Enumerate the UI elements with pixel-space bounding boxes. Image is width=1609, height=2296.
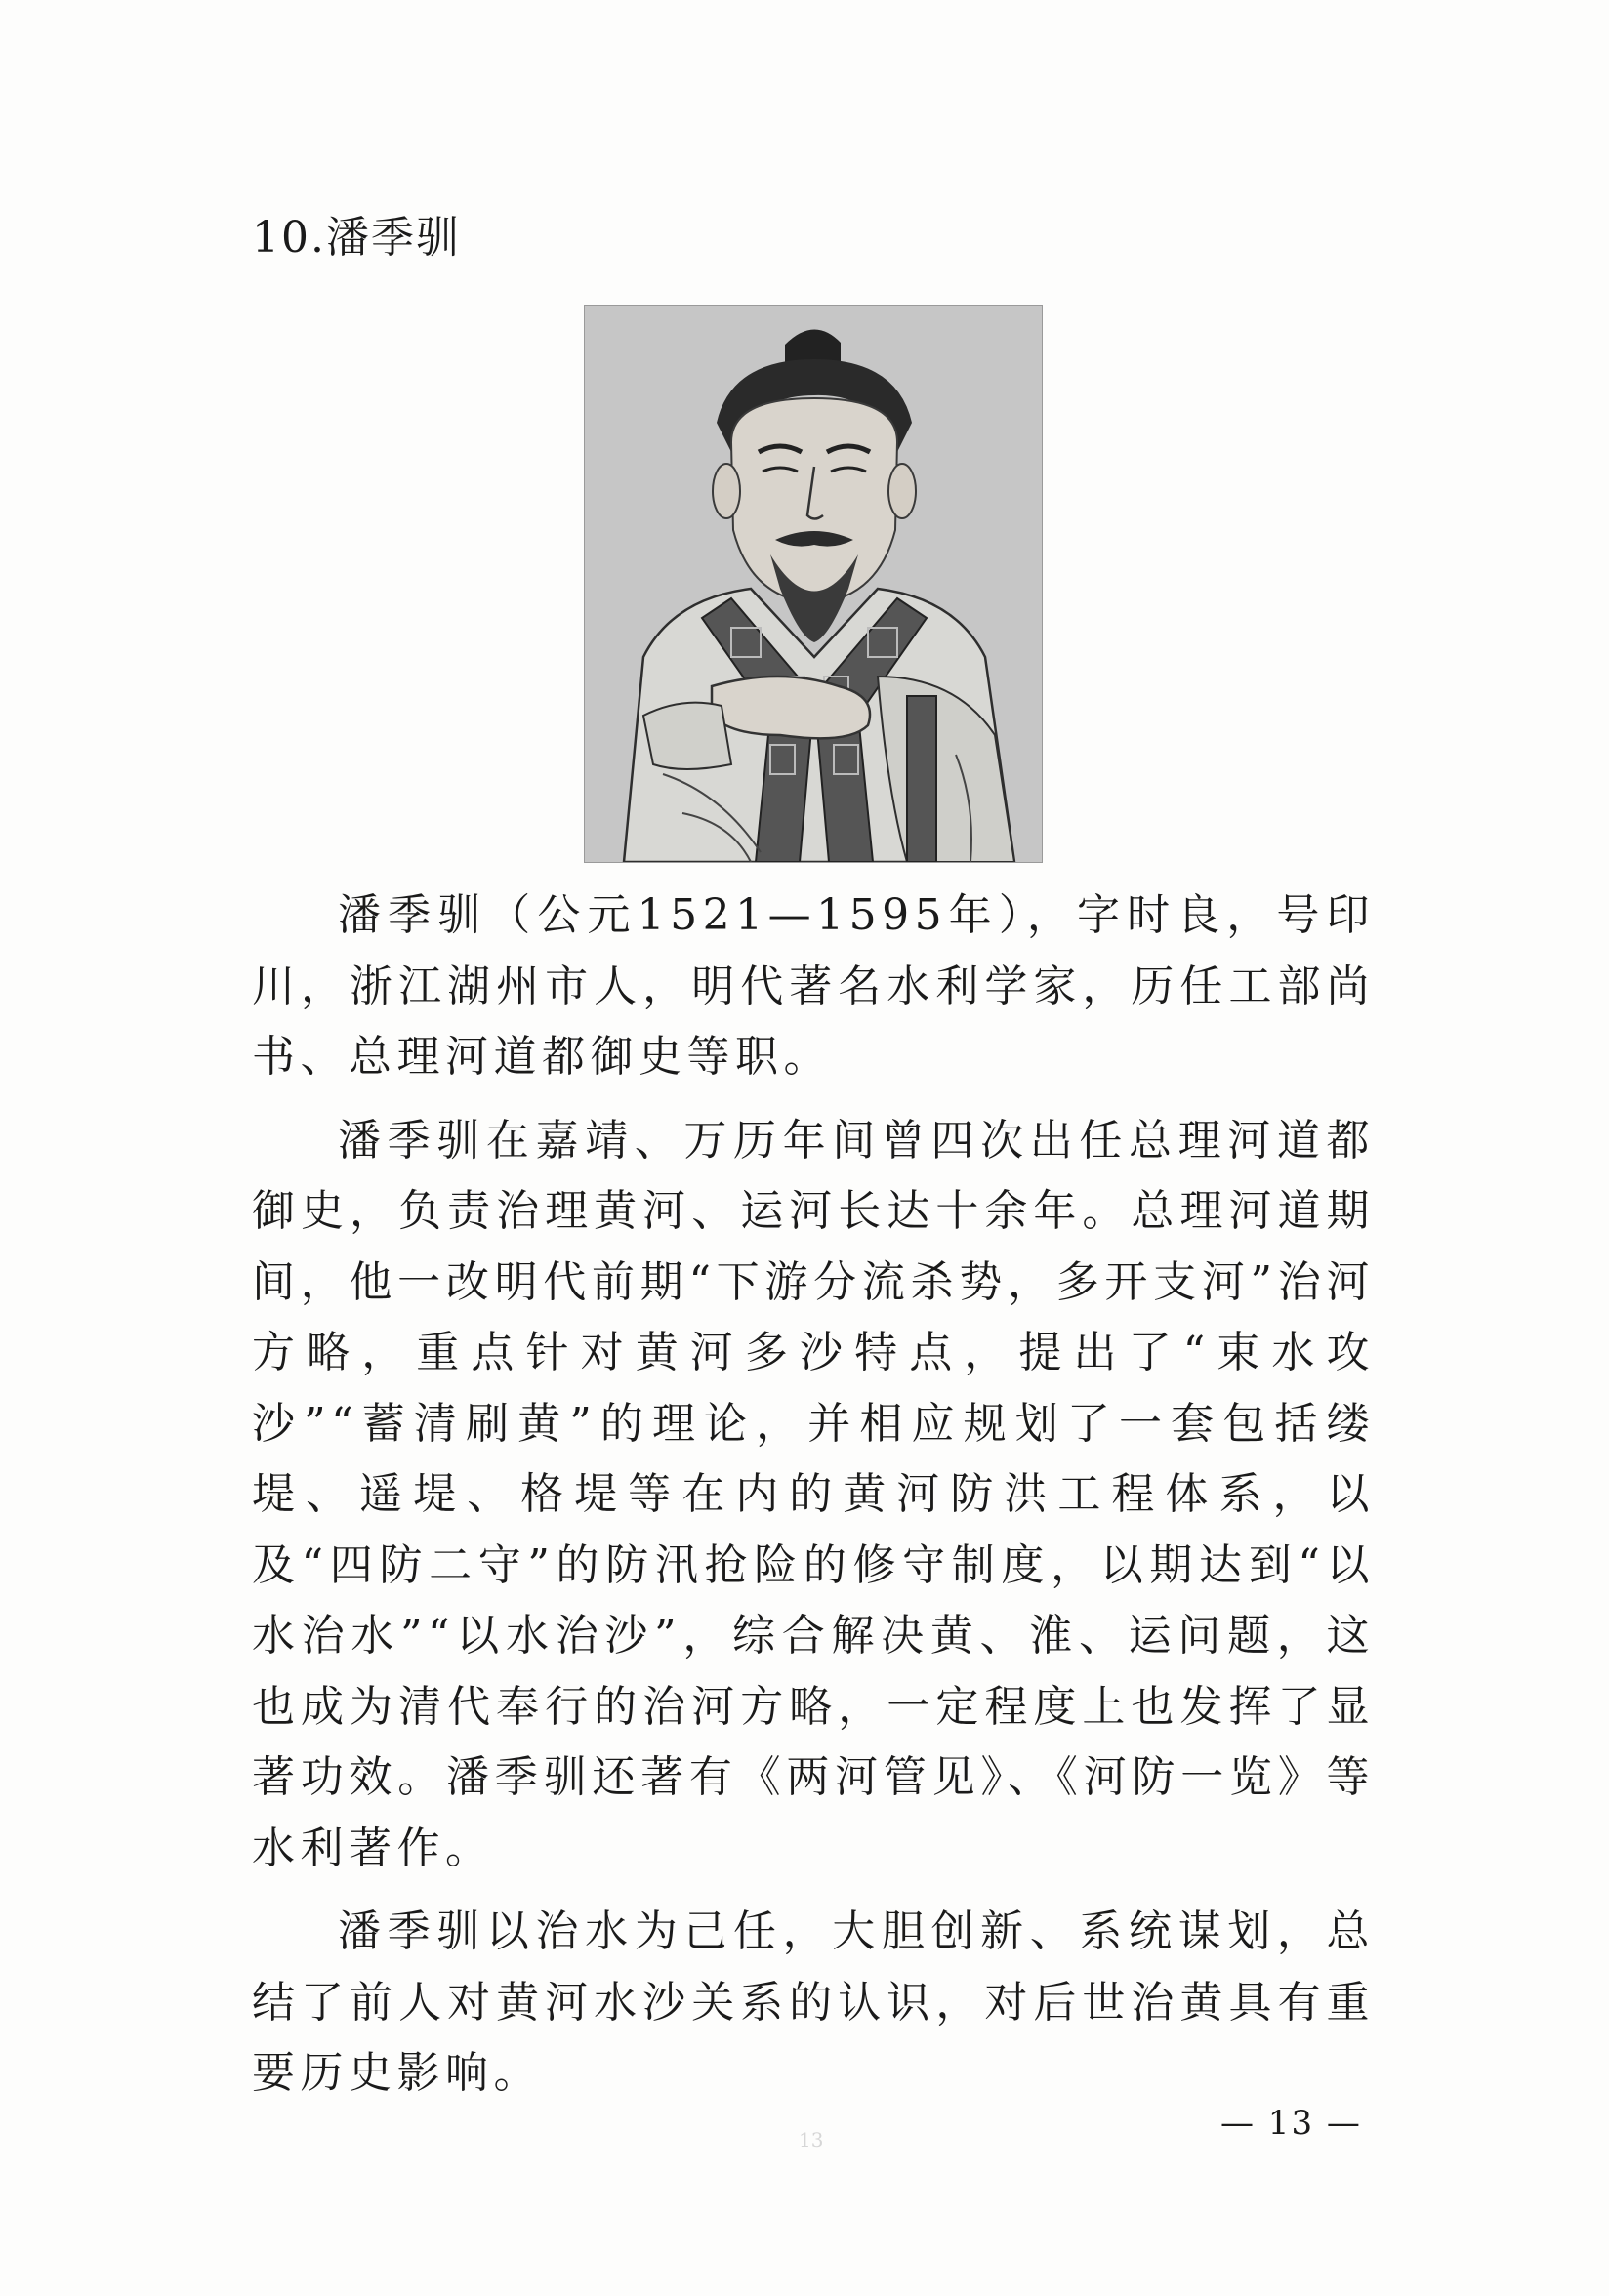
faint-scan-mark: 13: [799, 2128, 824, 2152]
portrait-image: [584, 305, 1043, 863]
portrait-of-pan-jixun-icon: [585, 306, 1042, 862]
body-text: [252, 881, 1375, 2122]
section-heading: 10.潘季驯: [252, 213, 461, 263]
paragraph-achievements: 潘季驯在嘉靖、万历年间曾四次出任总理河道都御史，负责治理黄河、运河长达十余年。总理河道期间，他一改明代前期“下游分流杀势，多开支河”治河方略，重点针对黄河多沙特点，提出了“束水攻沙”“蓄清刷黄”的理论，并相应规划了一套包括缕堤、遥堤、格堤等在内的黄河防洪工程体系，以及“四防二守”的防汛抢险的修守制度，以期达到“以水治水”“以水治沙”，综合解决黄、淮、运问题，这也成为清代奉行的治河方略，一定程度上也发挥了显著功效。潘季驯还著有《两河管见》、《河防一览》等水利著作。: [252, 1115, 1375, 1873]
paragraph-legacy: 潘季驯以治水为己任，大胆创新、系统谋划，总结了前人对黄河水沙关系的认识，对后世治黄具有重要历史影响。: [252, 1906, 1375, 2098]
page-number: — 13 —: [1220, 2104, 1362, 2143]
paragraph-intro: 潘季驯（公元1521—1595年），字时良，号印川，浙江湖州市人，明代著名水利学家，历任工部尚书、总理河道都御史等职。: [252, 890, 1375, 1082]
